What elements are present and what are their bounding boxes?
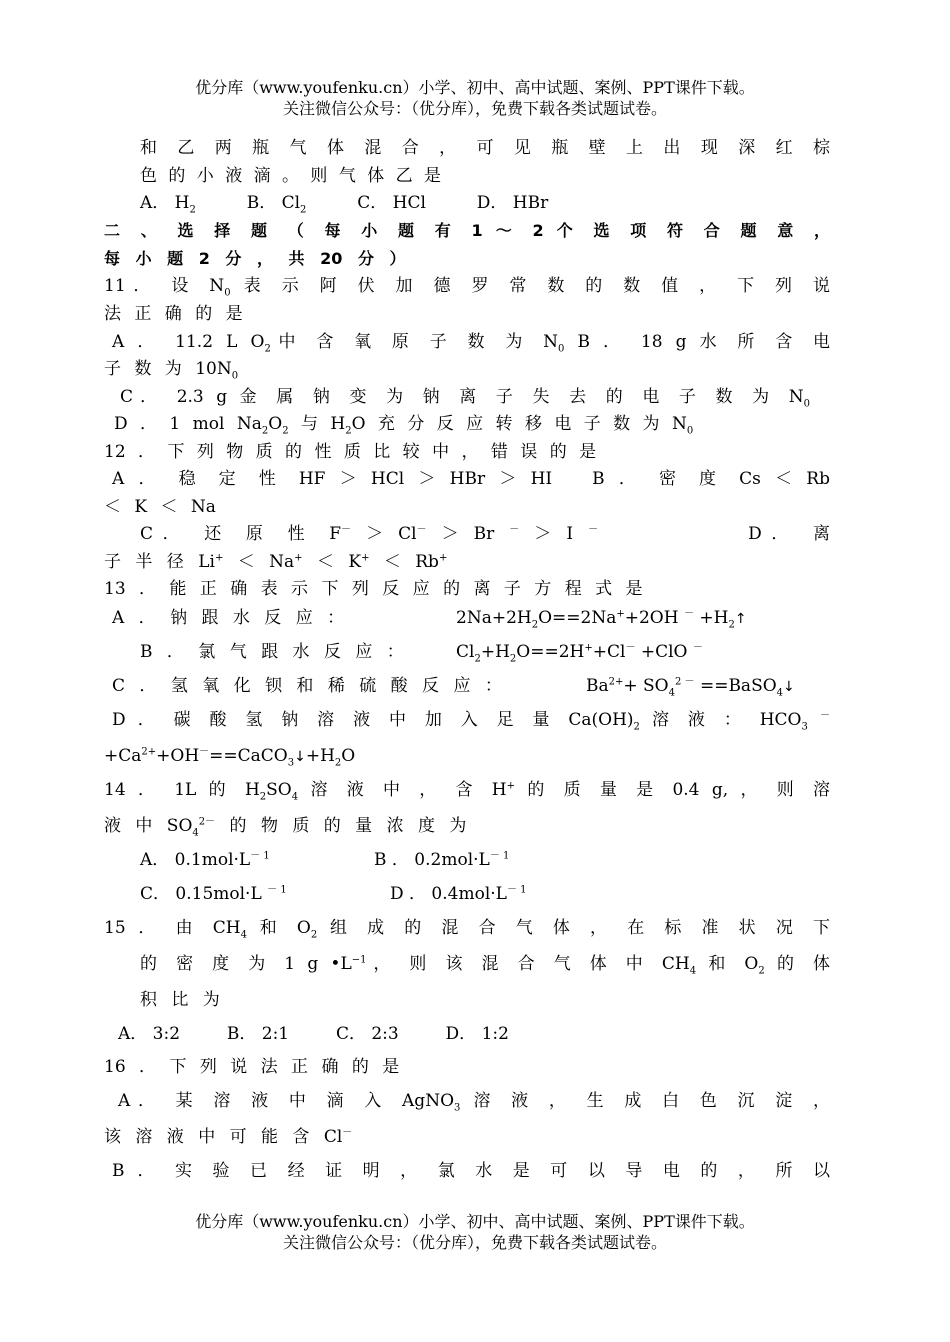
q10-options: A． $H_2$ B． $Cl_2$ C． HCl D． HBr xyxy=(140,193,549,216)
q16-option-a-2-text: 该 溶 液 中 可 能 含 Cl xyxy=(104,1127,343,1147)
q11-option-b-2-line: 子 数 为 $10N_0$ xyxy=(104,359,239,382)
q16-option-a-1a: A． 某 溶 液 中 滴 入 AgNO xyxy=(118,1091,455,1111)
q10-option-d: D． HBr xyxy=(476,193,549,213)
q11-option-d-1: D ． 1 mol Na xyxy=(114,414,262,434)
footer-line-1: 优分库（www.youfenku.cn）小学、初中、高中试题、案例、PPT课件下载。 xyxy=(195,1212,755,1231)
q15-stem-2: 的 密 度 为 1 g $•L^{-1}$， 则 该 混 合 气 体 中 $CH_4$ 和 $O_2$ 的 体 xyxy=(140,954,831,977)
q10-continuation-2: 色 的 小 液 滴 。 则 气 体 乙 是 xyxy=(140,166,442,186)
q11-option-d-2: 与 H xyxy=(288,414,346,434)
q15-options xyxy=(118,1022,509,1046)
q11-stem-1b: 表 示 阿 伏 加 德 罗 常 数 的 数 值 ， 下 列 说 xyxy=(230,276,830,296)
q11-option-d-3: O 充 分 反 应 转 移 电 子 数 为 N xyxy=(351,414,687,434)
header-line-2: 关注微信公众号：（优分库），免费下载各类试题试卷。 xyxy=(282,99,667,118)
q14-stem-1b: SO xyxy=(266,780,292,800)
section-2-heading-2: 每 小 题 2 分 ， 共 20 分 ） xyxy=(104,249,406,268)
q15-option-d: D． 1:2 xyxy=(445,1024,509,1044)
q11-options-ab: A ． 11.2 L $O_2$中 含 氧 原 子 数 为 $N_0$ B ． 18 g 水 所 含 电 xyxy=(112,332,831,355)
q10-option-b: B． Cl xyxy=(246,193,301,213)
q12-option-b-1: B ． 密 度 Cs ＜ Rb xyxy=(592,469,830,489)
q11-stem-2: 法 正 确 的 是 xyxy=(104,304,243,324)
q16-stem: 16 ． 下 列 说 法 正 确 的 是 xyxy=(104,1057,400,1077)
footer-line-2: 关注微信公众号：（优分库），免费下载各类试题试卷。 xyxy=(282,1233,667,1252)
q15-stem-1b: 和 O xyxy=(246,918,311,938)
q13-option-b-label: B ． 氯 气 跟 水 反 应 ： xyxy=(140,642,404,662)
q12-option-c: C． 还 原 性 F xyxy=(140,524,342,544)
q12-option-a: A ． 稳 定 性 HF ＞ HCl ＞ HBr ＞ HI xyxy=(112,469,553,489)
q12-options-ab xyxy=(112,467,830,491)
q15-stem-2a: 的 密 度 为 1 g •L xyxy=(140,954,352,974)
q14-option-a: A． 0.1mol·L xyxy=(140,850,251,870)
q12-option-d-1: D． 离 xyxy=(748,524,831,544)
q12-stem: 12 ． 下 列 物 质 的 性 质 比 较 中 ， 错 误 的 是 xyxy=(104,442,597,462)
q14-option-b: B ． 0.2mol·L xyxy=(374,850,490,870)
section-2-heading-1: 二 、 选 择 题 （ 每 小 题 有 1 ～ 2 个 选 项 符 合 题 意 ， xyxy=(104,221,830,240)
q11-option-c: C． 2.3 g 金 属 钠 变 为 钠 离 子 失 去 的 电 子 数 为 $N_0$ xyxy=(120,387,810,410)
q10-continuation-1: 和 乙 两 瓶 气 体 混 合 ， 可 见 瓶 壁 上 出 现 深 红 棕 xyxy=(140,138,830,158)
q14-stem-1: 14 ． 1L 的 $H_2SO_4$ 溶 液 中 ， 含 H+ 的 质 量 是 0.4 g, ， 则 溶 xyxy=(104,780,830,803)
q14-stem-1a: 14 ． 1L 的 H xyxy=(104,780,260,800)
q10-option-c: C． HCl xyxy=(357,193,426,213)
q11-option-a-1: A ． 11.2 L O xyxy=(112,332,265,352)
q13-option-c: C ． 氢 氧 化 钡 和 稀 硫 酸 反 应 ： $Ba^{2+}+ SO_4^{2 -}$ ==BaSO$_4$↓ xyxy=(112,676,795,699)
q14-option-d: D ． 0.4mol·L xyxy=(390,884,507,904)
q10-option-a: A． H xyxy=(140,193,190,213)
q16-option-a-1: A． 某 溶 液 中 滴 入 AgNO$_3$ 溶 液 ， 生 成 白 色 沉 淀 ， xyxy=(118,1091,831,1114)
q11-stem-1a: 11． 设 N xyxy=(104,276,225,296)
q15-stem-2b: ， 则 该 混 合 气 体 中 CH xyxy=(366,954,690,974)
q14-options-cd: C． 0.15mol·L $^{- 1}$ D ． $0.4mol\cdot L^{- 1}$ xyxy=(140,884,527,904)
q12-option-d-2-line: 子 半 径 Li+ ＜ Na+ ＜ K+ ＜ Rb+ xyxy=(104,552,448,572)
q15-option-c: C． 2:3 xyxy=(335,1024,399,1044)
q15-stem-2d: 的 体 xyxy=(764,954,831,974)
q14-option-c: C． 0.15mol·L xyxy=(140,884,262,904)
q12-option-d-2: 子 半 径 Li xyxy=(104,552,215,572)
q13-option-d-label: D ． 碳 酸 氢 钠 溶 液 中 加 入 足 量 Ca(OH) xyxy=(112,710,634,730)
q11-option-a-2: 中 含 氧 原 子 数 为 N xyxy=(270,332,559,352)
q13-option-b: B ． 氯 气 跟 水 反 应 ： $Cl_2+H_2O==2H^++Cl^- +ClO$ － xyxy=(140,642,703,665)
q13-option-d-equation: $+Ca^{2+}+OH^-==CaCO_3↓+H_2O$ xyxy=(104,746,356,769)
q12-option-b-2: ＜ K ＜ Na xyxy=(104,497,216,517)
q16-option-b-1: B ． 实 验 已 经 证 明 ， 氯 水 是 可 以 导 电 的 ， 所 以 xyxy=(112,1161,830,1181)
q15-stem-1: 15 ． 由 $CH_4$ 和 $O_2$ 组 成 的 混 合 气 体 ， 在 标 准 状 况 下 xyxy=(104,918,830,941)
q11-option-b-2: 子 数 为 10N xyxy=(104,359,232,379)
q13-option-c-label: C ． 氢 氧 化 钡 和 稀 硫 酸 反 应 ： xyxy=(112,676,502,696)
q15-stem-2c: 和 O xyxy=(696,954,759,974)
q15-stem-1c: 组 成 的 混 合 气 体 ， 在 标 准 状 况 下 xyxy=(317,918,830,938)
q11-option-d: D ． 1 mol $Na_2O_2$ 与 $H_2O$ 充 分 反 应 转 移 电 子 数 为 $N_0$ xyxy=(114,414,694,437)
header-line-1: 优分库（www.youfenku.cn）小学、初中、高中试题、案例、PPT课件下载。 xyxy=(195,78,755,97)
q15-option-b: B． 2:1 xyxy=(226,1024,290,1044)
q14-stem-2b: 的 物 质 的 量 浓 度 为 xyxy=(215,816,467,836)
q11-option-c-text: C． 2.3 g 金 属 钠 变 为 钠 离 子 失 去 的 电 子 数 为 N xyxy=(120,387,804,407)
q13-option-d-mid: 溶 液 ： HCO xyxy=(639,710,802,730)
q13-stem: 13 ． 能 正 确 表 示 下 列 反 应 的 离 子 方 程 式 是 xyxy=(104,579,643,599)
q16-option-a-1b: 溶 液 ， 生 成 白 色 沉 淀 ， xyxy=(460,1091,831,1111)
q11-option-b-1: B ． 18 g 水 所 含 电 xyxy=(577,332,831,352)
q14-stem-1c: 溶 液 中 ， 含 H xyxy=(298,780,507,800)
q15-option-a: A． 3:2 xyxy=(118,1024,181,1044)
q15-stem-1a: 15 ． 由 CH xyxy=(104,918,241,938)
q14-stem-2: 液 中 $SO_4^{2-}$ 的 物 质 的 量 浓 度 为 xyxy=(104,816,467,839)
q14-stem-1d: 的 质 量 是 0.4 g, ， 则 溶 xyxy=(515,780,830,800)
q14-stem-2a: 液 中 SO xyxy=(104,816,193,836)
q13-option-d: D ． 碳 酸 氢 钠 溶 液 中 加 入 足 量 $Ca(OH)_2$ 溶 液 ： $HCO_3$ － xyxy=(112,710,830,733)
q11-stem-1: 11． 设 $N_0$ 表 示 阿 伏 加 德 罗 常 数 的 数 值 ， 下 列 说 xyxy=(104,276,830,299)
q16-option-a-2: 该 溶 液 中 可 能 含 Cl－ xyxy=(104,1127,353,1147)
q13-option-a: A ． 钠 跟 水 反 应 ： $2Na+2H_2O==2Na^++2OH$ $^- +H_2↑$ xyxy=(112,608,747,631)
q13-option-a-label: A ． 钠 跟 水 反 应 ： xyxy=(112,608,345,628)
q15-stem-3: 积 比 为 xyxy=(140,990,220,1010)
q14-options-ab: A． $0.1mol\cdot L^{- 1}$ B ． $0.2mol\cdot L^{- 1}$ xyxy=(140,850,510,870)
q12-options-cd: C． 还 原 性 F－ ＞ Cl－ ＞ Br － ＞ I － D． 离 xyxy=(140,524,831,544)
